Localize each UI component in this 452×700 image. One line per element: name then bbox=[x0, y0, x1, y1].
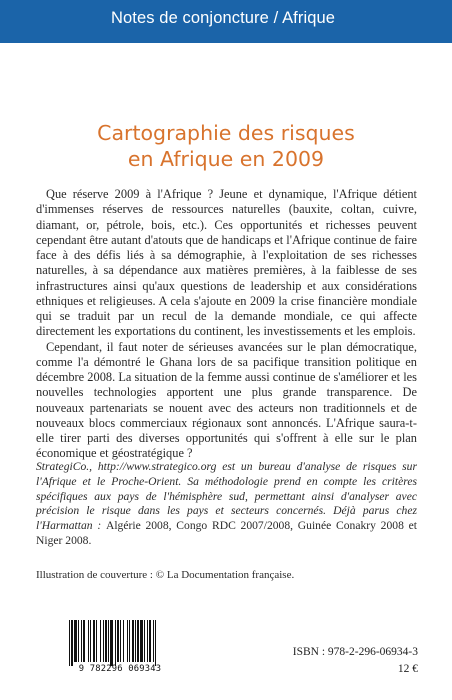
book-title-line-2: en Afrique en 2009 bbox=[127, 147, 325, 171]
barcode-bar bbox=[120, 620, 121, 662]
barcode-bar bbox=[135, 620, 136, 662]
series-header-band bbox=[0, 0, 452, 43]
isbn: ISBN : 978-2-296-06934-3 bbox=[292, 646, 418, 658]
publisher-note-italic: StrategiCo., http://www.strategico.org est un bureau d'analyse de risques sur l'Afrique et le Proche-Orient. Sa méthodologie prend en compte les critères spécifiques aux pays de l'hémisphère sud, permettant ainsi d'analyser avec précision le risque dans les pays et secteurs concernés. Déjà parus chez l'Harmattan : bbox=[36, 460, 417, 533]
barcode-bar bbox=[71, 620, 73, 666]
book-title-line-1: Cartographie des risques bbox=[97, 121, 355, 145]
barcode-bar bbox=[93, 620, 95, 662]
barcode-bar bbox=[140, 620, 143, 662]
barcode-bar bbox=[129, 620, 130, 662]
barcode-bar bbox=[83, 620, 85, 662]
previous-titles: Algérie 2008, Congo RDC 2007/2008, Guinée Conakry 2008 et Niger 2008. bbox=[36, 519, 417, 547]
barcode-bar bbox=[149, 620, 151, 662]
barcode-bar bbox=[88, 620, 89, 662]
barcode-bar bbox=[110, 620, 113, 666]
blurb-paragraph-1: Que réserve 2009 à l'Afrique ? Jeune et dynamique, l'Afrique détient d'immenses réserves de ressources naturelles (bauxite, coltan, cuivre, diamant, or, pétrole, bois, etc.). Ces opportunités et richesses peuvent cependant être autant d'atouts que de handicaps et l'Afrique continue de faire face à des défis liés à sa démographie, à l'exploitation de ses richesses naturelles, à sa dépendance aux matières premières, à la faiblesse de ses infrastructures ainsi qu'aux questions de leadership et aux considérations ethniques et religieuses. A cela s'ajoute en 2009 la crise financière mondiale qui se traduit par un recul de la demande mondiale, ce qui affecte directement les exportations du continent, les investissements et les emplois. bbox=[36, 187, 417, 339]
blurb-paragraph-2: Cependant, il faut noter de sérieuses avancées sur le plan démocratique, comme l'a démontré le Ghana lors de sa pacifique transition politique en décembre 2008. La situation de la femme aussi continue de s'améliorer et les nouvelles technologies apportent une plus grande transparence. De nouveaux partenariats se nouent avec des acteurs non traditionnels et de nouveaux blocs commerciaux régionaux sont annoncés. L'Afrique saura-t-elle tirer parti des diverses opportunités qui s'offrent à elle sur le plan économique et géostratégique ? bbox=[36, 339, 417, 461]
barcode-bar bbox=[105, 620, 107, 662]
barcode-bar bbox=[155, 620, 156, 666]
back-cover-blurb bbox=[36, 187, 417, 462]
barcode-bar bbox=[96, 620, 97, 662]
barcode-bar bbox=[123, 620, 124, 662]
barcode-bar bbox=[127, 620, 128, 662]
publisher-note bbox=[36, 460, 417, 549]
barcode-digits: 9 782296 069343 bbox=[78, 664, 162, 674]
barcode-bars bbox=[67, 620, 173, 666]
barcode bbox=[60, 616, 180, 676]
barcode-bar bbox=[78, 620, 79, 662]
barcode-bar bbox=[115, 620, 116, 666]
series-title: Notes de conjoncture / Afrique bbox=[111, 9, 336, 27]
barcode-bar bbox=[69, 620, 70, 666]
barcode-bar bbox=[153, 620, 154, 662]
barcode-bar bbox=[132, 620, 134, 662]
price: 12 € bbox=[397, 663, 418, 675]
barcode-bar bbox=[137, 620, 139, 662]
cover-illustration-credit: Illustration de couverture : © La Documentation française. bbox=[36, 569, 295, 581]
barcode-bar bbox=[147, 620, 148, 662]
barcode-bar bbox=[90, 620, 91, 662]
barcode-bar bbox=[108, 620, 109, 662]
book-title bbox=[0, 120, 452, 172]
barcode-bar bbox=[81, 620, 82, 662]
barcode-bar bbox=[103, 620, 104, 662]
barcode-bar bbox=[117, 620, 119, 662]
barcode-bar bbox=[100, 620, 101, 662]
barcode-bar bbox=[144, 620, 145, 662]
barcode-bar bbox=[74, 620, 77, 662]
